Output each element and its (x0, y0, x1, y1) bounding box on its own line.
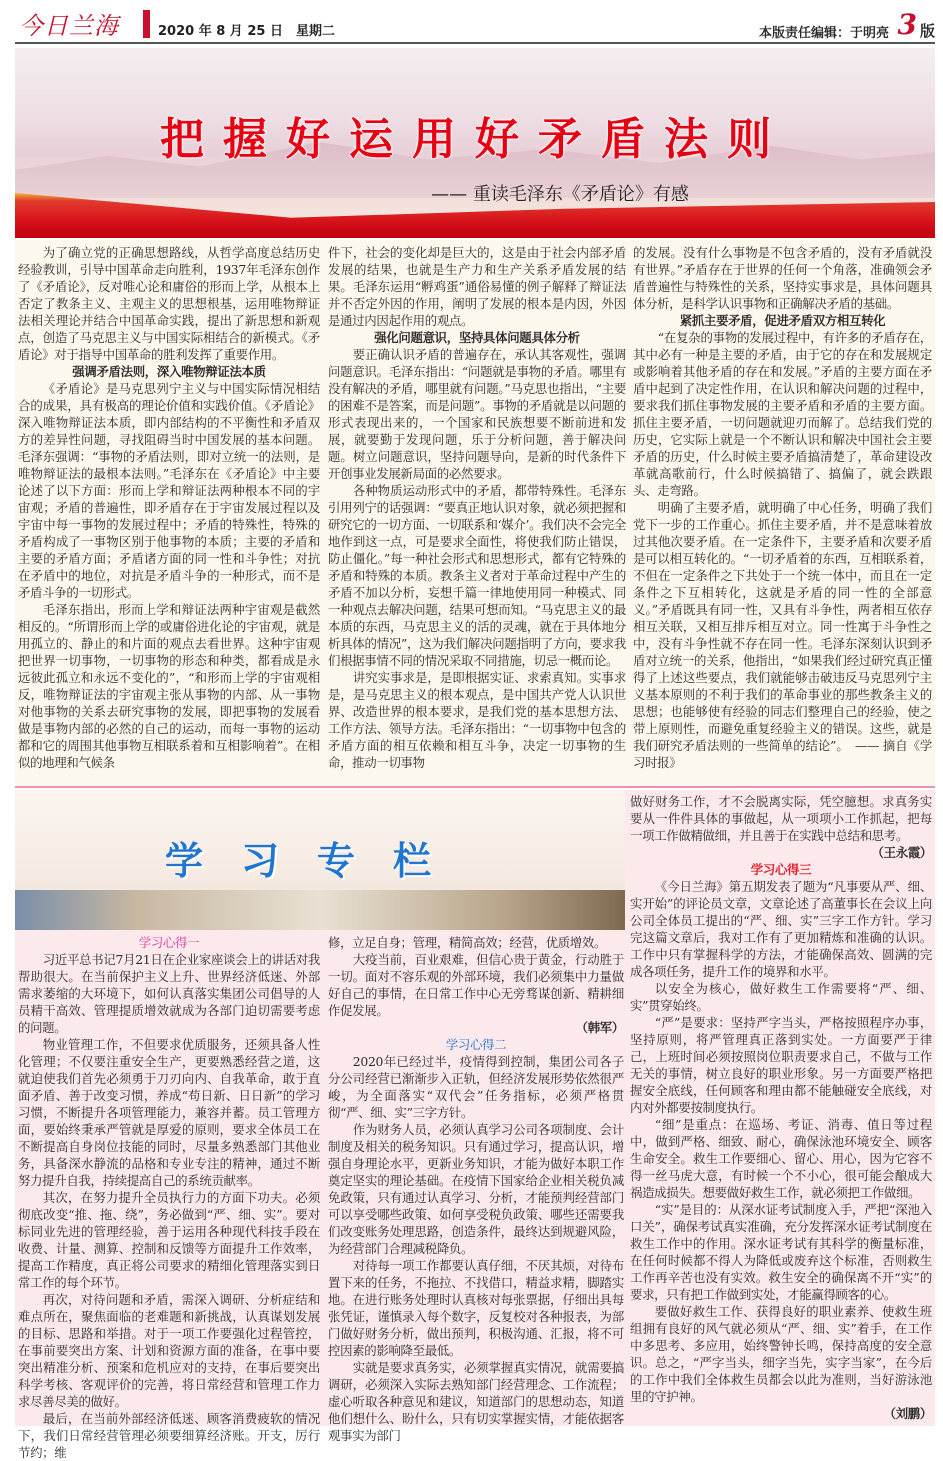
headline-title: 把握好运用好矛盾法则 (160, 114, 790, 165)
author-byline: （韩军） (575, 1020, 624, 1035)
paragraph: 作为财务人员，必须认真学习公司各项制度、会计制度及相关的税务知识。只有通过学习，提高认识，增强自身理论水平，更新业务知识，才能为做好本职工作奠定坚实的理论基础。在疫情下国家给企业相关税负减免政策，只有通过认真学习、分析，才能预判经营部门可以享受哪些政策、如何享受税负政策、哪些还需要我们改变账务处理思路，创造条件，最终达到规避风险，为经营部门合理减税降负。 (328, 1122, 624, 1256)
paragraph: “实”是目的：从深水证考试制度入手，严把“深池入口关”，确保考试真实准确，充分发挥深水证考试制度在救生工作中的作用。深水证考试有其科学的衡量标准，在任何时候都不得人为降低或废弃这个标准，否则救生工作再辛苦也没有实效。救生安全的确保离不开“实”的要求，只有把工作做到实处，才能赢得顾客的心。 (630, 1202, 932, 1302)
paragraph: 《矛盾论》是马克思列宁主义与中国实际情况相结合的成果，具有极高的理论价值和实践价值。《矛盾论》深入唯物辩证法本质，即内部结构的不平衡性和矛盾双方的差异性问题，寻找阻碍当时中国发展的基本问题。毛泽东强调：“事物的矛盾法则，即对立统一的法则，是唯物辩证法的最根本法则。”毛泽东在《矛盾论》中主要论述了以下方面：形而上学和辩证法两种根本不同的宇宙观；矛盾的普遍性，即矛盾存在于宇宙发展过程以及宇宙中每一事物的发展过程中；矛盾的特殊性，特殊的矛盾构成了一事物区别于他事物的本质；主要的矛盾和主要的矛盾方面；矛盾诸方面的同一性和斗争性；对抗在矛盾中的地位，对抗是矛盾斗争的一种形式，而不是矛盾斗争的一切形式。 (18, 381, 320, 600)
section-heading: 学习心得二 (445, 1037, 507, 1052)
page-header (15, 0, 935, 44)
page-unit: 版 (919, 22, 935, 40)
paragraph: 以安全为核心，做好救生工作需要将“严、细、实”贯穿始终。 (630, 981, 932, 1013)
author-byline: （刘鹏） (883, 1406, 932, 1421)
paragraph: 习近平总书记7月21日在企业家座谈会上的讲话对我帮助很大。在当前保护主义上升、世界经济低迷、外部需求萎缩的大环境下，如何认真落实集团公司倡导的人员精干高效、管理提质增效就成为各部门迫切需要考虑的问题。 (18, 952, 320, 1035)
paragraph: “细”是重点：在巡场、考证、消毒、值日等过程中，做到严格、细致、耐心，确保泳池环境安全、顾客生命安全。救生工作要细心、留心、用心，因为它容不得一丝马虎大意，有时候一个不小心，很可能会酿成大祸造成损失。想要做好救生工作，就必须把工作做细。 (630, 1117, 932, 1200)
main-article-column-2 (328, 244, 626, 771)
paragraph: 讲究实事求是，是即根据实证、求索真知。实事求是，是马克思主义的根本观点，是中国共产党人认识世界、改造世界的根本要求，是我们党的基本思想方法、工作方法、领导方法。毛泽东指出：“一切事物中包含的矛盾方面的相互依赖和相互斗争，决定一切事物的生命，推动一切事物 (328, 670, 626, 770)
books-graphic (15, 890, 625, 930)
study-column-title: 学习专栏 (165, 839, 470, 883)
paragraph: 对待每一项工作都要认真仔细，不厌其烦，对待布置下来的任务，不拖拉、不找借口，精益求精，脚踏实地。在进行账务处理时认真核对每张票据，仔细出具每张凭证，谨慎录入每个数字，反复校对各种报表，为部门做好财务分析，做出预判，积极沟通、汇报，将不可控因素的影响降至最低。 (328, 1258, 624, 1358)
paragraph-continued: 件下，社会的变化却是巨大的，这是由于社会内部矛盾发展的结果，也就是生产力和生产关系矛盾发展的结果。毛泽东运用“孵鸡蛋”通俗易懂的例子解释了辩证法并不否定外因的作用，阐明了发展的根本是内因，外因是通过内因起作用的观点。 (328, 245, 626, 328)
main-article-column-1 (18, 244, 320, 771)
section-heading: 强化问题意识，坚持具体问题具体分析 (374, 330, 580, 345)
study-column-3 (630, 793, 932, 1422)
page-number: 3 (897, 8, 917, 41)
paragraph: 毛泽东指出，形而上学和辩证法两种宇宙观是截然相反的。“所谓形而上学的或庸俗进化论的宇宙观，就是用孤立的、静止的和片面的观点去看世界。这种宇宙观把世界一切事物，一切事物的形态和种类，都看成是永远彼此孤立和永远不变化的”，“和形而上学的宇宙观相反，唯物辩证法的宇宙观主张从事物的内部、从一事物对他事物的关系去研究事物的发展，即把事物的发展看做是事物内部的必然的自己的运动，而每一事物的运动都和它的周围其他事物互相联系着和互相影响着”。在相似的地理和气候条 (18, 602, 320, 770)
paragraph: 大疫当前，百业艰难，但信心贵于黄金，行动胜于一切。面对不容乐观的外部环境，我们必须集中力量做好自己的事情，在日常工作中心无旁骛谋创新、精耕细作促发展。 (328, 952, 624, 1018)
issue-date: 2020 年 8 月 25 日 星期二 (158, 24, 335, 39)
newspaper-logo: 今日兰海 (19, 12, 119, 40)
author-byline: （王永霞） (871, 845, 932, 860)
study-column-1 (18, 934, 320, 1461)
paragraph: “在复杂的事物的发展过程中，有许多的矛盾存在，其中必有一种是主要的矛盾，由于它的存在和发展规定或影响着其他矛盾的存在和发展。”矛盾的主要方面在矛盾中起到了决定性作用，在认识和解决问题的过程中，要求我们抓住事物发展的主要矛盾和矛盾的主要方面。抓住主要矛盾，一切问题就迎刃而解了。总结我们党的历史，它实际上就是一个不断认识和解决中国社会主要矛盾的历史，什么时候主要矛盾搞清楚了，革命建设改革就高歌前行，什么时候搞错了、搞偏了，就会跌跟头、走弯路。 (633, 330, 932, 498)
headline-subtitle: —— 重读毛泽东《矛盾论》有感 (431, 184, 689, 205)
paragraph: “严”是要求：坚持严字当头，严格按照程序办事，坚持原则，将严管理真正落到实处。一方面要严于律己，上班时间必须按照岗位职责要求自己，不做与工作无关的事情，树立良好的职业形象。另一方面要严格把握安全底线，任何顾客和理由都不能触碰安全底线，对内对外都要按制度执行。 (630, 1015, 932, 1115)
paragraph: 要正确认识矛盾的普遍存在，承认其客观性，强调问题意识。毛泽东指出：“问题就是事物的矛盾。哪里有没有解决的矛盾，哪里就有问题。”马克思也指出，“主要的困难不是答案，而是问题”。事物的矛盾就是以问题的形式表现出来的，一个国家和民族想要不断前进和发展，就要勤于发现问题，乐于分析问题，善于解决问题。树立问题意识，坚持问题导向，是新的时代条件下开创事业发展新局面的必然要求。 (328, 347, 626, 481)
paragraph-continued: 做好财务工作，才不会脱离实际，凭空臆想。求真务实要从一件件具体的事做起，从一项项小工作抓起，把每一项工作做精做细，并且善于在实践中总结和思考。 (630, 794, 932, 843)
paragraph: 各种物质运动形式中的矛盾，都带特殊性。毛泽东引用列宁的话强调：“要真正地认识对象，就必须把握和研究它的一切方面、一切联系和‘媒介’。我们决不会完全地作到这一点，可是要求全面性，将使我们防止错误，防止僵化。”每一种社会形式和思想形式，都有它特殊的矛盾和特殊的本质。教条主义者对于革命过程中产生的矛盾不加以分析，妄想千篇一律地使用同一种模式、同一种观点去解决问题，结果可想而知。“马克思主义的最本质的东西，马克思主义的活的灵魂，就在于具体地分析具体的情况”，这为我们解决问题指明了方向，要求我们根据事情不同的情况采取不同措施，切忌一概而论。 (328, 483, 626, 668)
paragraph: 要做好救生工作、获得良好的职业素养、使救生班组拥有良好的风气就必须从“严、细、实”着手，在工作中多思考、多应用，始终警钟长鸣，保持高度的安全意识。总之，“严字当头，细字当先，实字当家”，在今后的工作中我们全体救生员都会以此为准则，当好游泳池里的守护神。 (630, 1304, 932, 1404)
page-editor: 本版责任编辑：于明亮 (758, 26, 889, 41)
paragraph: 《今日兰海》第五期发表了题为“凡事要从严、细、实开始”的评论员文章，文章论述了高董事长在会议上向公司全体员工提出的“严、细、实”三字工作方针。学习完这篇文章后，我对工作有了更加精炼和准确的认识。工作中只有掌握科学的方法，才能确保高效、圆满的完成各项任务，提升工作的境界和水平。 (630, 879, 932, 979)
paragraph-continued: 修，立足自身；管理，精简高效；经营，优质增效。 (328, 935, 607, 950)
headline-banner (15, 48, 935, 238)
paragraph: 物业管理工作，不但要求优质服务，还须具备人性化管理；不仅要注重安全生产，更要熟悉经营之道，这就迫使我们首先必须勇于刀刃向内、自我革命，敢于直面矛盾、善于改变习惯，养成“苟日新、日日新”的学习习惯，不断提升各项管理能力，兼容并蓄。员工管理方面，要始终秉承严管就是厚爱的原则，要求全体员工在不断提高自身岗位技能的同时，尽量多熟悉部门其他业务，具备深水静流的品格和专业专注的精神，通过不断努力提升自我，持续提高自己的系统贡献率。 (18, 1037, 320, 1188)
paragraph-continued: 的发展。没有什么事物是不包含矛盾的，没有矛盾就没有世界。”矛盾存在于世界的任何一个角落，准确领会矛盾普遍性与特殊性的关系，坚持实事求是，具体问题具体分析，是科学认识事物和正确解决矛盾的基础。 (633, 245, 932, 311)
study-column-2 (328, 934, 624, 1444)
paragraph: 最后，在当前外部经济低迷、顾客消费疲软的情况下，我们日常经营管理必须要细算经济账。开支，厉行节约；维 (18, 1411, 320, 1460)
section-heading: 紧抓主要矛盾，促进矛盾双方相互转化 (679, 313, 886, 328)
paragraph: 为了确立党的正确思想路线，从哲学高度总结历史经验教训，引导中国革命走向胜利，1937年毛泽东创作了《矛盾论》，反对唯心论和庸俗的形而上学，从根本上否定了教条主义、主观主义的思想根基，运用唯物辩证法相关理论并结合中国革命实践，提出了新思想和新观点，创造了马克思主义与中国实际相结合的新模式。《矛盾论》对于指导中国革命的胜利发挥了重要作用。 (18, 245, 320, 362)
paragraph: 2020年已经过半，疫情得到控制，集团公司各子分公司经营已渐渐步入正轨，但经济发展形势依然很严峻，为全面落实“双代会”任务指标，必须严格贯彻“严、细、实”三字方针。 (328, 1054, 624, 1120)
paragraph: 再次，对待问题和矛盾，需深入调研、分析症结和难点所在，聚焦面临的老难题和新挑战，认真谋划发展的目标、思路和举措。对于一项工作要强化过程管控，在事前要突出方案、计划和资源方面的准备，在事中要突出精准分析、预案和危机应对的支持，在事后要突出科学考核、客观评价的完善，将日常经营和管理工作力求尽善尽美的做好。 (18, 1292, 320, 1409)
paragraph: 其次，在努力提升全员执行力的方面下功夫。必须彻底改变“推、拖、绕”，务必做到“严、细、实”。要对标同业先进的管理经验，善于运用各种现代科技手段在收费、计量、测算、控制和反馈等方面提升工作效率，提高工作精度，真正将公司要求的精细化管理落实到日常工作的每个环节。 (18, 1190, 320, 1290)
section-heading: 学习心得三 (750, 862, 812, 877)
study-column-banner (15, 790, 625, 930)
paragraph: 明确了主要矛盾，就明确了中心任务，明确了我们党下一步的工作重心。抓住主要矛盾，并不是意味着放过其他次要矛盾。在一定条件下，主要矛盾和次要矛盾是可以相互转化的。“一切矛盾着的东西，互相联系着，不但在一定条件之下共处于一个统一体中，而且在一定条件之下互相转化，这就是矛盾的同一性的全部意义。”矛盾既具有同一性，又具有斗争性，两者相互依存相互关联，又相互排斥相互对立。同一性寓于斗争性之中，没有斗争性就不存在同一性。毛泽东深刻认识到矛盾对立统一的关系，他指出，“如果我们经过研究真正懂得了上述这些要点，我们就能够击破违反马克思列宁主义基本原则的不利于我们的革命事业的那些教条主义的思想；也能够使有经验的同志们整理自己的经验，使之带上原则性，而避免重复经验主义的错误。这些，就是我们研究矛盾法则的一些简单的结论”。 —— 摘自《学习时报》 (633, 500, 932, 770)
main-article-column-3 (633, 244, 932, 771)
logo-divider (143, 10, 150, 38)
section-heading: 学习心得一 (138, 935, 200, 950)
section-heading: 强调矛盾法则，深入唯物辩证法本质 (72, 364, 266, 379)
paragraph: 实就是要求真务实，必须掌握真实情况，就需要搞调研，必须深入实际去熟知部门经营理念、工作流程；虚心听取各种意见和建议，知道部门的思想动态，知道他们想什么、盼什么，只有切实掌握实情，才能依据客观事实为部门 (328, 1360, 624, 1443)
